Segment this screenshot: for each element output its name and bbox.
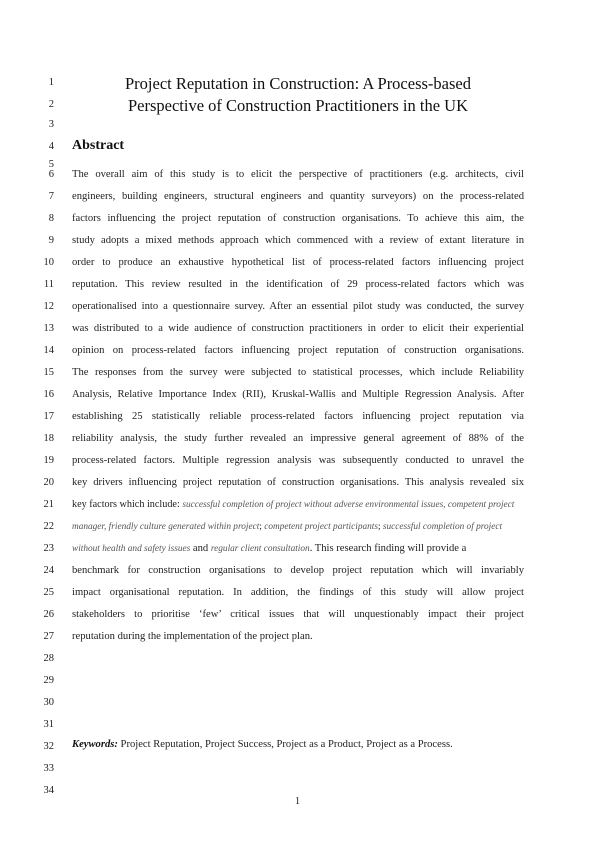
line-number: 19 [43,455,54,466]
line-number: 33 [43,763,54,774]
title-line-1: Project Reputation in Construction: A Process-based [124,74,471,93]
separator-2: ; [377,522,383,532]
key-factors-italic-1: successful completion of project without adverse environmental issues, competent project [182,500,515,510]
abstract-line-10: order to produce an exhaustive hypothetical list of process-related factors influencing project [72,257,524,268]
key-factors-italic-5: without health and safety issues [72,544,191,554]
line-number: 7 [48,191,54,202]
abstract-line-18: reliability analysis, the study further revealed an impressive general agreement of 88% of the [72,433,524,444]
abstract-line-14: opinion on process-related factors influencing project reputation of construction organisations. [72,345,524,356]
line-number: 10 [43,257,54,268]
line-number: 30 [43,697,54,708]
abstract-line-9: study adopts a mixed methods approach which commenced with a review of extant literature in [72,235,524,246]
abstract-line-12: operationalised into a questionnaire survey. After an essential pilot study was conducted, the survey [72,301,524,312]
separator-1: ; [259,522,265,532]
line-number: 16 [43,389,54,400]
line-number: 27 [43,631,54,642]
key-factors-italic-6: regular client consultation [210,544,310,554]
line-number: 4 [48,141,54,152]
line-number: 20 [43,477,54,488]
abstract-line-22 [72,520,524,534]
abstract-line-6: The overall aim of this study is to elicit the perspective of practitioners (e.g. architects, civil [72,169,524,180]
abstract-line-21 [72,498,524,512]
abstract-line-11: reputation. This review resulted in the identification of 29 process-related factors which was [72,279,524,290]
abstract-heading: Abstract [72,138,125,153]
line-number: 9 [48,235,54,246]
keywords-text: Project Reputation, Project Success, Project as a Product, Project as a Process. [117,739,453,750]
abstract-line-26: stakeholders to prioritise ‘few’ critical issues that will unquestionably impact their project [72,609,524,620]
abstract-line-13: was distributed to a wide audience of construction practitioners in order to elicit their experiential [72,323,524,334]
line-number: 2 [48,99,54,110]
keywords-line [72,738,524,752]
abstract-line-17: establishing 25 statistically reliable process-related factors influencing project reputation via [72,411,524,422]
line-number: 1 [48,77,54,88]
line-number: 8 [48,213,54,224]
line-number: 23 [43,543,54,554]
line-number: 11 [43,279,54,290]
line-number: 34 [43,785,54,796]
abstract-line-16: Analysis, Relative Importance Index (RII), Kruskal-Wallis and Multiple Regression Analysis. After [72,389,524,400]
key-factors-italic-4: successful completion of project [382,522,503,532]
key-factors-italic-3: competent project participants [264,522,378,532]
page-number: 1 [294,796,301,807]
title-line-2: Perspective of Construction Practitioners in the UK [127,96,468,115]
line-number: 12 [43,301,54,312]
line-number: 5 [48,159,54,170]
abstract-line-27: reputation during the implementation of the project plan. [72,631,313,642]
and-connector: and [190,543,211,554]
line-number: 22 [43,521,54,532]
keywords-label: Keywords: [72,739,118,750]
line-number: 29 [43,675,54,686]
line-number: 18 [43,433,54,444]
abstract-line-25: impact organisational reputation. In addition, the findings of this study will allow project [72,587,524,598]
abstract-line-7: engineers, building engineers, structural engineers and quantity surveyors) on the process-related [72,191,524,202]
abstract-line-15: The responses from the survey were subjected to statistical processes, which include Reliability [72,367,524,378]
line-number: 26 [43,609,54,620]
line-number: 21 [43,499,54,510]
abstract-line-20: key drivers influencing project reputation of construction organisations. This analysis revealed six [72,477,524,488]
key-factors-italic-2: manager, friendly culture generated within project [72,522,260,532]
line-number: 32 [43,741,54,752]
line-number: 24 [43,565,54,576]
line-number: 13 [43,323,54,334]
abstract-line-8: factors influencing the project reputation of construction organisations. To achieve this aim, the [72,213,524,224]
line-number: 28 [43,653,54,664]
line-number: 14 [43,345,54,356]
line-number: 17 [43,411,54,422]
line-number: 3 [48,119,54,130]
abstract-line-24: benchmark for construction organisations to develop project reputation which will invariably [72,565,524,576]
line-23-text: . This research finding will provide a [309,543,467,554]
line-number: 25 [43,587,54,598]
line-number: 6 [48,169,54,180]
abstract-line-19: process-related factors. Multiple regression analysis was subsequently conducted to unravel the [72,455,524,466]
abstract-line-23 [72,542,524,556]
line-number: 15 [43,367,54,378]
paper-title [72,73,524,117]
line-21-text: key factors which include: [72,499,183,510]
line-number: 31 [43,719,54,730]
